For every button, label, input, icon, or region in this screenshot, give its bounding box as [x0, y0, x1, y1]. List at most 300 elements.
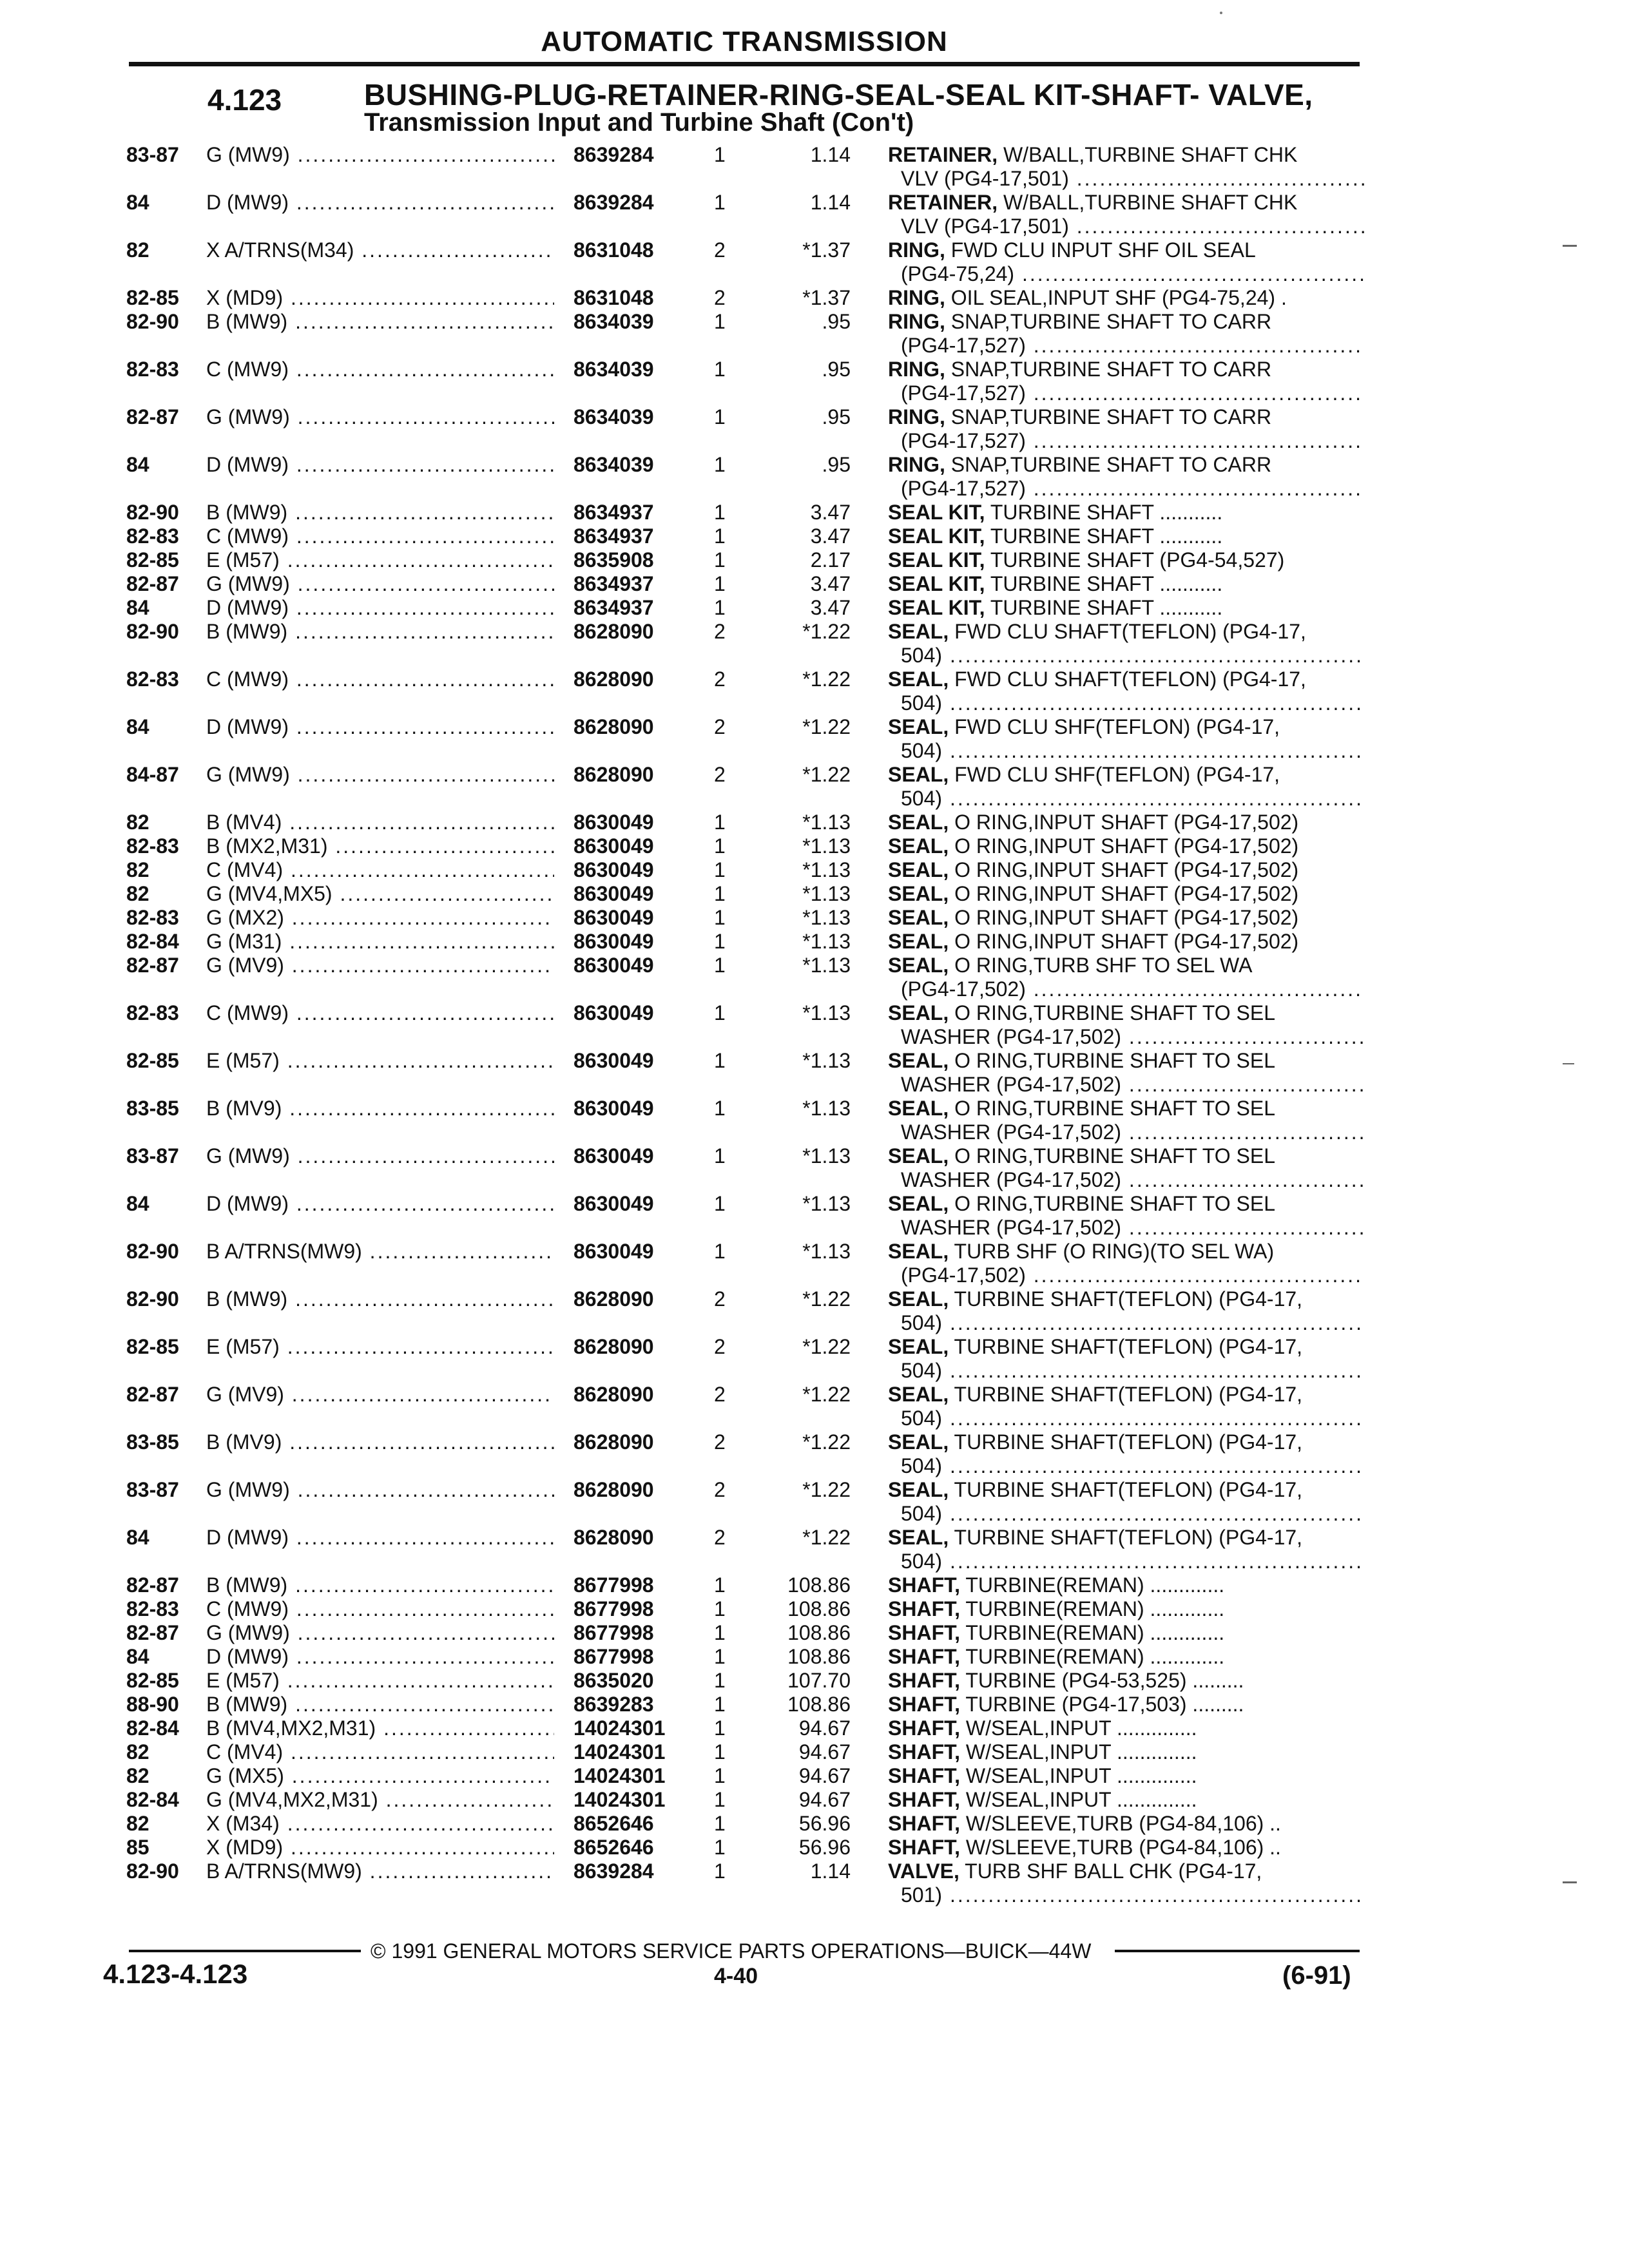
margin-mark — [1563, 245, 1577, 247]
year-cell: 82-83 — [126, 834, 179, 858]
description-keyword: SEAL, — [888, 1335, 949, 1358]
price-cell: 3.47 — [810, 572, 851, 595]
price-cell: *1.13 — [802, 1144, 851, 1168]
description-text: TURBINE SHAFT ........... — [985, 572, 1223, 595]
model-cell: G (MV4,MX5) ..... — [206, 882, 554, 906]
price-cell: *1.37 — [802, 238, 851, 262]
quantity-cell: 1 — [714, 1788, 726, 1811]
table-row — [0, 1001, 1629, 1049]
model-cell: C (MW9) ..... — [206, 668, 554, 691]
quantity-cell: 1 — [714, 811, 726, 834]
model-cell: D (MW9) ..... — [206, 715, 554, 739]
part-number-cell: 8631048 — [574, 238, 654, 262]
price-cell: 2.17 — [810, 548, 851, 572]
part-number-cell: 8634039 — [574, 453, 654, 476]
part-number-cell: 8639284 — [574, 1860, 654, 1883]
description-text: TURBINE SHAFT ........... — [985, 501, 1223, 524]
year-cell: 82-90 — [126, 1860, 179, 1883]
model-cell: X (M34) ..... — [206, 1812, 554, 1836]
table-row — [0, 1144, 1629, 1192]
quantity-cell: 1 — [714, 596, 726, 619]
description-keyword: SEAL, — [888, 811, 949, 834]
quantity-cell: 2 — [714, 1383, 726, 1406]
quantity-cell: 1 — [714, 572, 726, 595]
part-number-cell: 8628090 — [574, 1335, 654, 1358]
model-cell: B (MX2,M31) ..... — [206, 834, 554, 858]
year-cell: 84 — [126, 191, 149, 214]
description-cell — [888, 1192, 1275, 1216]
table-row — [0, 1597, 1629, 1621]
description-text: TURBINE (PG4-17,503) ......... — [960, 1693, 1244, 1716]
year-cell: 82-83 — [126, 358, 179, 381]
year-cell: 82-83 — [126, 1597, 179, 1620]
description-text: O RING,TURBINE SHAFT TO SEL — [949, 1097, 1275, 1120]
description-keyword: SHAFT, — [888, 1836, 960, 1859]
section-title: BUSHING-PLUG-RETAINER-RING-SEAL-SEAL KIT-SHAFT- VALVE, — [364, 78, 1313, 111]
model-cell: B (MW9) ..... — [206, 501, 554, 524]
model-cell: G (MW9) ..... — [206, 1478, 554, 1502]
price-cell: *1.13 — [802, 954, 851, 977]
page-header-title: AUTOMATIC TRANSMISSION — [541, 26, 948, 57]
description-keyword: SHAFT, — [888, 1812, 960, 1835]
description-cell — [888, 1049, 1275, 1073]
quantity-cell: 1 — [714, 143, 726, 166]
description-text: W/SLEEVE,TURB (PG4-84,106) .. — [960, 1812, 1281, 1835]
model-cell: G (MV9) ..... — [206, 1383, 554, 1407]
table-row — [0, 954, 1629, 1001]
description-text: TURBINE(REMAN) ............. — [960, 1621, 1225, 1644]
description-cell — [888, 1693, 1244, 1716]
price-cell: *1.13 — [802, 1240, 851, 1263]
model-cell: B (MV9) ..... — [206, 1430, 554, 1454]
price-cell: *1.22 — [802, 763, 851, 786]
year-cell: 82 — [126, 1812, 149, 1835]
quantity-cell: 1 — [714, 1192, 726, 1215]
description-cell — [888, 143, 1297, 167]
description-continuation: 504) ..... — [901, 1454, 1365, 1478]
part-number-cell: 8630049 — [574, 1144, 654, 1168]
description-keyword: RETAINER, — [888, 143, 998, 166]
footer-page-number: 4-40 — [714, 1964, 758, 1988]
description-cell — [888, 1097, 1275, 1120]
description-text: TURBINE SHAFT ........... — [985, 524, 1223, 548]
table-row — [0, 596, 1629, 620]
year-cell: 82-83 — [126, 1001, 179, 1024]
year-cell: 82-87 — [126, 572, 179, 595]
description-cell — [888, 191, 1297, 215]
description-keyword: SEAL, — [888, 882, 949, 905]
model-cell: X A/TRNS(M34) ..... — [206, 238, 554, 262]
model-cell: B (MW9) ..... — [206, 310, 554, 334]
description-keyword: SEAL, — [888, 906, 949, 929]
price-cell: 94.67 — [798, 1716, 851, 1740]
description-text: TURB SHF BALL CHK (PG4-17, — [959, 1860, 1262, 1883]
price-cell: 108.86 — [787, 1573, 851, 1597]
part-number-cell: 8652646 — [574, 1812, 654, 1835]
description-keyword: SEAL, — [888, 763, 949, 786]
part-number-cell: 8634937 — [574, 501, 654, 524]
year-cell: 82-90 — [126, 1287, 179, 1311]
model-cell: B (MV9) ..... — [206, 1097, 554, 1120]
quantity-cell: 1 — [714, 1669, 726, 1692]
description-text: OIL SEAL,INPUT SHF (PG4-75,24) . — [945, 286, 1287, 309]
description-continuation: (PG4-75,24) ..... — [901, 262, 1365, 286]
model-cell: C (MV4) ..... — [206, 858, 554, 882]
quantity-cell: 2 — [714, 286, 726, 309]
description-cell — [888, 1287, 1302, 1311]
description-keyword: SHAFT, — [888, 1740, 960, 1763]
table-row — [0, 620, 1629, 668]
description-cell — [888, 668, 1306, 691]
description-keyword: SEAL, — [888, 1240, 949, 1263]
model-cell: D (MW9) ..... — [206, 191, 554, 215]
description-continuation: WASHER (PG4-17,502) ..... — [901, 1073, 1365, 1097]
quantity-cell: 1 — [714, 1812, 726, 1835]
table-row — [0, 858, 1629, 882]
year-cell: 82 — [126, 1740, 149, 1763]
price-cell: *1.13 — [802, 811, 851, 834]
part-number-cell: 8630049 — [574, 811, 654, 834]
description-keyword: SHAFT, — [888, 1597, 960, 1620]
model-cell: E (M57) ..... — [206, 1049, 554, 1073]
model-cell: G (MW9) ..... — [206, 405, 554, 429]
description-cell — [888, 1526, 1302, 1550]
year-cell: 84 — [126, 1192, 149, 1215]
year-cell: 82-87 — [126, 1621, 179, 1644]
parts-table — [0, 143, 1629, 1907]
model-cell: X (MD9) ..... — [206, 1836, 554, 1860]
year-cell: 82 — [126, 811, 149, 834]
description-keyword: SEAL KIT, — [888, 501, 985, 524]
model-cell: B (MV4) ..... — [206, 811, 554, 834]
quantity-cell: 1 — [714, 548, 726, 572]
description-text: SNAP,TURBINE SHAFT TO CARR — [945, 453, 1272, 476]
quantity-cell: 1 — [714, 954, 726, 977]
part-number-cell: 8628090 — [574, 763, 654, 786]
year-cell: 82-83 — [126, 524, 179, 548]
price-cell: *1.13 — [802, 882, 851, 905]
model-cell: G (MV4,MX2,M31) ..... — [206, 1788, 554, 1812]
description-keyword: SEAL, — [888, 954, 949, 977]
description-cell — [888, 1478, 1302, 1502]
year-cell: 83-85 — [126, 1430, 179, 1454]
description-continuation: (PG4-17,527) ..... — [901, 429, 1365, 453]
year-cell: 82 — [126, 858, 149, 881]
description-keyword: SEAL KIT, — [888, 548, 985, 572]
price-cell: 108.86 — [787, 1597, 851, 1620]
price-cell: .95 — [822, 405, 851, 428]
description-keyword: SEAL KIT, — [888, 596, 985, 619]
section-subtitle: Transmission Input and Turbine Shaft (Con't) — [364, 108, 914, 137]
description-keyword: RING, — [888, 286, 945, 309]
price-cell: .95 — [822, 453, 851, 476]
description-keyword: SHAFT, — [888, 1716, 960, 1740]
quantity-cell: 2 — [714, 668, 726, 691]
part-number-cell: 8639283 — [574, 1693, 654, 1716]
description-continuation: (PG4-17,527) ..... — [901, 381, 1365, 405]
description-text: TURBINE(REMAN) ............. — [960, 1645, 1225, 1668]
price-cell: *1.22 — [802, 1383, 851, 1406]
model-cell: D (MW9) ..... — [206, 453, 554, 477]
year-cell: 84 — [126, 1526, 149, 1549]
part-number-cell: 8639284 — [574, 143, 654, 166]
description-text: TURB SHF (O RING)(TO SEL WA) — [949, 1240, 1275, 1263]
year-cell: 84 — [126, 1645, 149, 1668]
table-row — [0, 1478, 1629, 1526]
description-text: O RING,TURBINE SHAFT TO SEL — [949, 1001, 1275, 1024]
year-cell: 82-87 — [126, 1573, 179, 1597]
description-text: O RING,INPUT SHAFT (PG4-17,502) — [949, 858, 1299, 881]
year-cell: 82 — [126, 1764, 149, 1787]
footer-rule-right — [1115, 1950, 1360, 1952]
model-cell: G (MW9) ..... — [206, 1621, 554, 1645]
model-cell: B A/TRNS(MW9) ..... — [206, 1860, 554, 1883]
quantity-cell: 1 — [714, 834, 726, 858]
model-cell: B (MW9) ..... — [206, 1573, 554, 1597]
year-cell: 82-84 — [126, 1788, 179, 1811]
description-cell — [888, 572, 1222, 596]
description-text: TURBINE SHAFT(TEFLON) (PG4-17, — [949, 1335, 1303, 1358]
table-row — [0, 238, 1629, 286]
description-keyword: SHAFT, — [888, 1573, 960, 1597]
table-row — [0, 286, 1629, 310]
quantity-cell: 1 — [714, 1049, 726, 1072]
year-cell: 84-87 — [126, 763, 179, 786]
description-keyword: SEAL, — [888, 1049, 949, 1072]
description-text: O RING,INPUT SHAFT (PG4-17,502) — [949, 811, 1299, 834]
year-cell: 82-90 — [126, 620, 179, 643]
year-cell: 82-87 — [126, 405, 179, 428]
description-continuation: WASHER (PG4-17,502) ..... — [901, 1168, 1365, 1192]
part-number-cell: 8634039 — [574, 358, 654, 381]
description-cell — [888, 954, 1252, 977]
description-text: O RING,INPUT SHAFT (PG4-17,502) — [949, 930, 1299, 953]
description-continuation: (PG4-17,527) ..... — [901, 477, 1365, 501]
year-cell: 82-84 — [126, 930, 179, 953]
quantity-cell: 1 — [714, 1573, 726, 1597]
part-number-cell: 8630049 — [574, 930, 654, 953]
description-keyword: SEAL, — [888, 1430, 949, 1454]
description-continuation: 501) ..... — [901, 1883, 1365, 1907]
table-row — [0, 906, 1629, 930]
quantity-cell: 2 — [714, 1287, 726, 1311]
quantity-cell: 2 — [714, 763, 726, 786]
price-cell: *1.22 — [802, 1430, 851, 1454]
table-row — [0, 1740, 1629, 1764]
part-number-cell: 8628090 — [574, 1430, 654, 1454]
footer-rule-left — [129, 1950, 361, 1952]
part-number-cell: 8630049 — [574, 1097, 654, 1120]
part-number-cell: 8628090 — [574, 1383, 654, 1406]
price-cell: *1.22 — [802, 668, 851, 691]
quantity-cell: 2 — [714, 620, 726, 643]
description-keyword: SHAFT, — [888, 1621, 960, 1644]
quantity-cell: 1 — [714, 1097, 726, 1120]
description-continuation: 504) ..... — [901, 1407, 1365, 1430]
model-cell: B (MW9) ..... — [206, 1287, 554, 1311]
model-cell: D (MW9) ..... — [206, 1192, 554, 1216]
quantity-cell: 1 — [714, 882, 726, 905]
part-number-cell: 8628090 — [574, 1478, 654, 1501]
price-cell: *1.13 — [802, 1049, 851, 1072]
description-keyword: SEAL, — [888, 1001, 949, 1024]
quantity-cell: 1 — [714, 405, 726, 428]
part-number-cell: 8630049 — [574, 882, 654, 905]
price-cell: *1.13 — [802, 930, 851, 953]
table-row — [0, 1049, 1629, 1097]
price-cell: *1.22 — [802, 1335, 851, 1358]
description-continuation: (PG4-17,502) ..... — [901, 1264, 1365, 1287]
price-cell: 94.67 — [798, 1764, 851, 1787]
price-cell: 1.14 — [810, 191, 851, 214]
description-keyword: SEAL, — [888, 1383, 949, 1406]
table-row — [0, 1430, 1629, 1478]
description-cell — [888, 1788, 1197, 1812]
description-text: TURBINE SHAFT ........... — [985, 596, 1223, 619]
description-continuation: 504) ..... — [901, 739, 1365, 763]
price-cell: 108.86 — [787, 1693, 851, 1716]
description-continuation: VLV (PG4-17,501) ..... — [901, 167, 1365, 191]
description-keyword: SHAFT, — [888, 1764, 960, 1787]
description-keyword: SHAFT, — [888, 1645, 960, 1668]
description-text: W/SEAL,INPUT .............. — [960, 1740, 1197, 1763]
description-cell — [888, 715, 1280, 739]
description-continuation: WASHER (PG4-17,502) ..... — [901, 1120, 1365, 1144]
description-text: O RING,TURBINE SHAFT TO SEL — [949, 1192, 1275, 1215]
part-number-cell: 8635908 — [574, 548, 654, 572]
description-continuation: (PG4-17,502) ..... — [901, 977, 1365, 1001]
table-row — [0, 358, 1629, 405]
price-cell: *1.13 — [802, 1097, 851, 1120]
description-keyword: VALVE, — [888, 1860, 959, 1883]
description-keyword: RING, — [888, 405, 945, 428]
description-cell — [888, 1764, 1197, 1788]
table-row — [0, 1812, 1629, 1836]
description-keyword: SHAFT, — [888, 1669, 960, 1692]
year-cell: 84 — [126, 453, 149, 476]
model-cell: G (MX5) ..... — [206, 1764, 554, 1788]
section-number: 4.123 — [207, 83, 282, 117]
quantity-cell: 1 — [714, 1836, 726, 1859]
year-cell: 85 — [126, 1836, 149, 1859]
description-text: O RING,INPUT SHAFT (PG4-17,502) — [949, 906, 1299, 929]
description-text: O RING,TURBINE SHAFT TO SEL — [949, 1049, 1275, 1072]
table-row — [0, 501, 1629, 524]
description-text: TURBINE (PG4-53,525) ......... — [960, 1669, 1244, 1692]
part-number-cell: 8677998 — [574, 1645, 654, 1668]
model-cell: G (MW9) ..... — [206, 1144, 554, 1168]
description-continuation: WASHER (PG4-17,502) ..... — [901, 1216, 1365, 1240]
part-number-cell: 8652646 — [574, 1836, 654, 1859]
description-cell — [888, 882, 1298, 906]
price-cell: *1.22 — [802, 1526, 851, 1549]
model-cell: C (MV4) ..... — [206, 1740, 554, 1764]
price-cell: 1.14 — [810, 143, 851, 166]
model-cell: B A/TRNS(MW9) ..... — [206, 1240, 554, 1264]
year-cell: 82 — [126, 238, 149, 262]
year-cell: 83-85 — [126, 1097, 179, 1120]
table-row — [0, 882, 1629, 906]
description-cell — [888, 310, 1271, 334]
part-number-cell: 8630049 — [574, 1192, 654, 1215]
part-number-cell: 8628090 — [574, 1526, 654, 1549]
year-cell: 82-84 — [126, 1716, 179, 1740]
description-keyword: RING, — [888, 453, 945, 476]
description-text: TURBINE SHAFT (PG4-54,527) — [985, 548, 1285, 572]
year-cell: 82-83 — [126, 906, 179, 929]
description-cell — [888, 1335, 1302, 1359]
table-row — [0, 811, 1629, 834]
description-text: FWD CLU SHAFT(TEFLON) (PG4-17, — [949, 620, 1306, 643]
description-keyword: SEAL, — [888, 1097, 949, 1120]
part-number-cell: 8628090 — [574, 1287, 654, 1311]
quantity-cell: 1 — [714, 1860, 726, 1883]
year-cell: 82-87 — [126, 954, 179, 977]
quantity-cell: 1 — [714, 858, 726, 881]
description-keyword: SEAL KIT, — [888, 524, 985, 548]
description-keyword: SHAFT, — [888, 1788, 960, 1811]
description-cell — [888, 906, 1298, 930]
description-cell — [888, 1597, 1224, 1621]
table-row — [0, 1788, 1629, 1812]
description-text: FWD CLU SHAFT(TEFLON) (PG4-17, — [949, 668, 1306, 691]
price-cell: *1.22 — [802, 620, 851, 643]
description-keyword: SEAL, — [888, 620, 949, 643]
model-cell: C (MW9) ..... — [206, 1597, 554, 1621]
price-cell: *1.13 — [802, 906, 851, 929]
description-cell — [888, 620, 1306, 644]
description-cell — [888, 858, 1298, 882]
description-continuation: WASHER (PG4-17,502) ..... — [901, 1025, 1365, 1049]
model-cell: E (M57) ..... — [206, 1335, 554, 1359]
description-cell — [888, 1144, 1275, 1168]
part-number-cell: 8634937 — [574, 524, 654, 548]
description-cell — [888, 405, 1271, 429]
quantity-cell: 1 — [714, 1645, 726, 1668]
year-cell: 82-85 — [126, 1335, 179, 1358]
price-cell: *1.22 — [802, 1287, 851, 1311]
description-keyword: SEAL, — [888, 1526, 949, 1549]
year-cell: 82-85 — [126, 548, 179, 572]
description-cell — [888, 1812, 1281, 1836]
description-keyword: SEAL, — [888, 1144, 949, 1168]
table-row — [0, 310, 1629, 358]
year-cell: 82-87 — [126, 1383, 179, 1406]
quantity-cell: 1 — [714, 501, 726, 524]
table-row — [0, 668, 1629, 715]
year-cell: 82-90 — [126, 501, 179, 524]
description-continuation: 504) ..... — [901, 1359, 1365, 1383]
description-cell — [888, 596, 1222, 620]
model-cell: D (MW9) ..... — [206, 1645, 554, 1669]
year-cell: 82 — [126, 882, 149, 905]
table-row — [0, 1860, 1629, 1907]
table-row — [0, 1287, 1629, 1335]
description-cell — [888, 286, 1287, 310]
quantity-cell: 1 — [714, 1001, 726, 1024]
part-number-cell: 8677998 — [574, 1621, 654, 1644]
description-cell — [888, 930, 1298, 954]
table-row — [0, 763, 1629, 811]
table-row — [0, 715, 1629, 763]
description-keyword: SEAL, — [888, 858, 949, 881]
description-cell — [888, 548, 1284, 572]
description-text: W/BALL,TURBINE SHAFT CHK — [998, 191, 1298, 214]
quantity-cell: 1 — [714, 1764, 726, 1787]
year-cell: 83-87 — [126, 143, 179, 166]
description-cell — [888, 763, 1280, 787]
description-text: TURBINE(REMAN) ............. — [960, 1597, 1225, 1620]
